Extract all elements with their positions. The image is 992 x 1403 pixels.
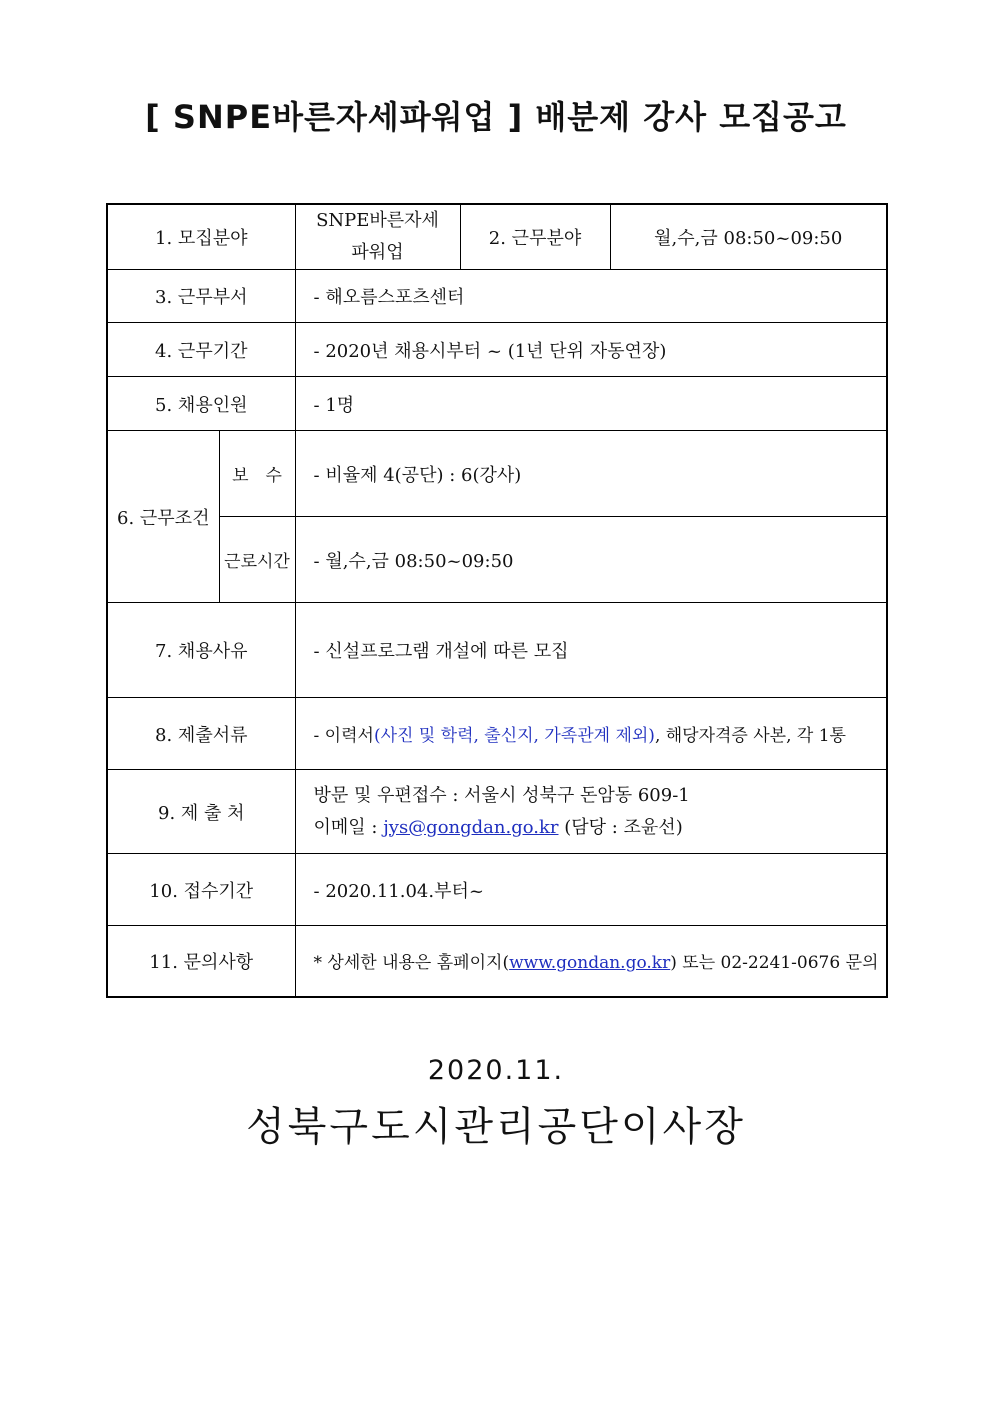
value-inquiries (295, 926, 887, 997)
issuer-name: 성북구도시관리공단이사장 (246, 1104, 746, 1150)
value-recruit-field-line2: 파워업 (351, 242, 404, 263)
submission-email-line (314, 812, 887, 844)
label-pay: 보 수 (219, 431, 295, 517)
recruitment-table (106, 203, 888, 998)
row-documents (107, 698, 887, 770)
row-inquiries (107, 926, 887, 997)
label-headcount: 5. 채용인원 (107, 377, 295, 431)
label-conditions: 6. 근무조건 (107, 431, 219, 603)
label-application-period: 10. 접수기간 (107, 854, 295, 926)
value-pay: - 비율제 4(공단) : 6(강사) (295, 431, 887, 517)
value-department: - 해오름스포츠센터 (295, 270, 887, 323)
value-documents (295, 698, 887, 770)
email-suffix: (담당 : 조윤선) (558, 816, 683, 838)
value-application-period: - 2020.11.04.부터~ (295, 854, 887, 926)
submission-address: 방문 및 우편접수 : 서울시 성북구 돈암동 609-1 (313, 784, 690, 806)
value-submission (295, 770, 887, 854)
value-reason: - 신설프로그램 개설에 따른 모집 (295, 603, 887, 698)
documents-prefix: - 이력서 (313, 726, 374, 746)
row-department (107, 270, 887, 323)
notice-date: 2020.11. (427, 1055, 565, 1086)
value-recruit-field-line1: SNPE바른자세 (316, 210, 439, 231)
inquiries-suffix: ) 또는 02-2241-0676 문의 (670, 953, 879, 974)
row-recruit-field (107, 204, 887, 270)
row-conditions-pay (107, 431, 887, 517)
value-recruit-field (295, 204, 460, 270)
label-submission: 9. 제 출 처 (107, 770, 295, 854)
value-hours: - 월,수,금 08:50~09:50 (295, 517, 887, 603)
label-hours: 근로시간 (219, 517, 295, 603)
email-prefix: 이메일 : (313, 816, 384, 838)
label-documents: 8. 제출서류 (107, 698, 295, 770)
label-work-field: 2. 근무분야 (460, 204, 610, 270)
row-application-period (107, 854, 887, 926)
row-submission (107, 770, 887, 854)
inquiries-prefix: * 상세한 내용은 홈페이지( (313, 953, 510, 974)
row-reason (107, 603, 887, 698)
value-headcount: - 1명 (295, 377, 887, 431)
label-inquiries: 11. 문의사항 (107, 926, 295, 997)
value-period: - 2020년 채용시부터 ~ (1년 단위 자동연장) (295, 323, 887, 377)
row-headcount (107, 377, 887, 431)
label-period: 4. 근무기간 (107, 323, 295, 377)
documents-suffix: , 해당자격증 사본, 각 1통 (654, 726, 846, 746)
page-title: [ SNPE바른자세파워업 ] 배분제 강사 모집공고 (145, 98, 847, 136)
label-recruit-field: 1. 모집분야 (107, 204, 295, 270)
homepage-link[interactable]: www.gondan.go.kr (509, 953, 671, 974)
row-period (107, 323, 887, 377)
label-department: 3. 근무부서 (107, 270, 295, 323)
label-reason: 7. 채용사유 (107, 603, 295, 698)
row-conditions-hours (107, 517, 887, 603)
email-link[interactable]: jys@gongdan.go.kr (383, 816, 559, 838)
value-work-field: 월,수,금 08:50~09:50 (610, 204, 887, 270)
documents-exclusions: (사진 및 학력, 출신지, 가족관계 제외) (373, 726, 655, 746)
